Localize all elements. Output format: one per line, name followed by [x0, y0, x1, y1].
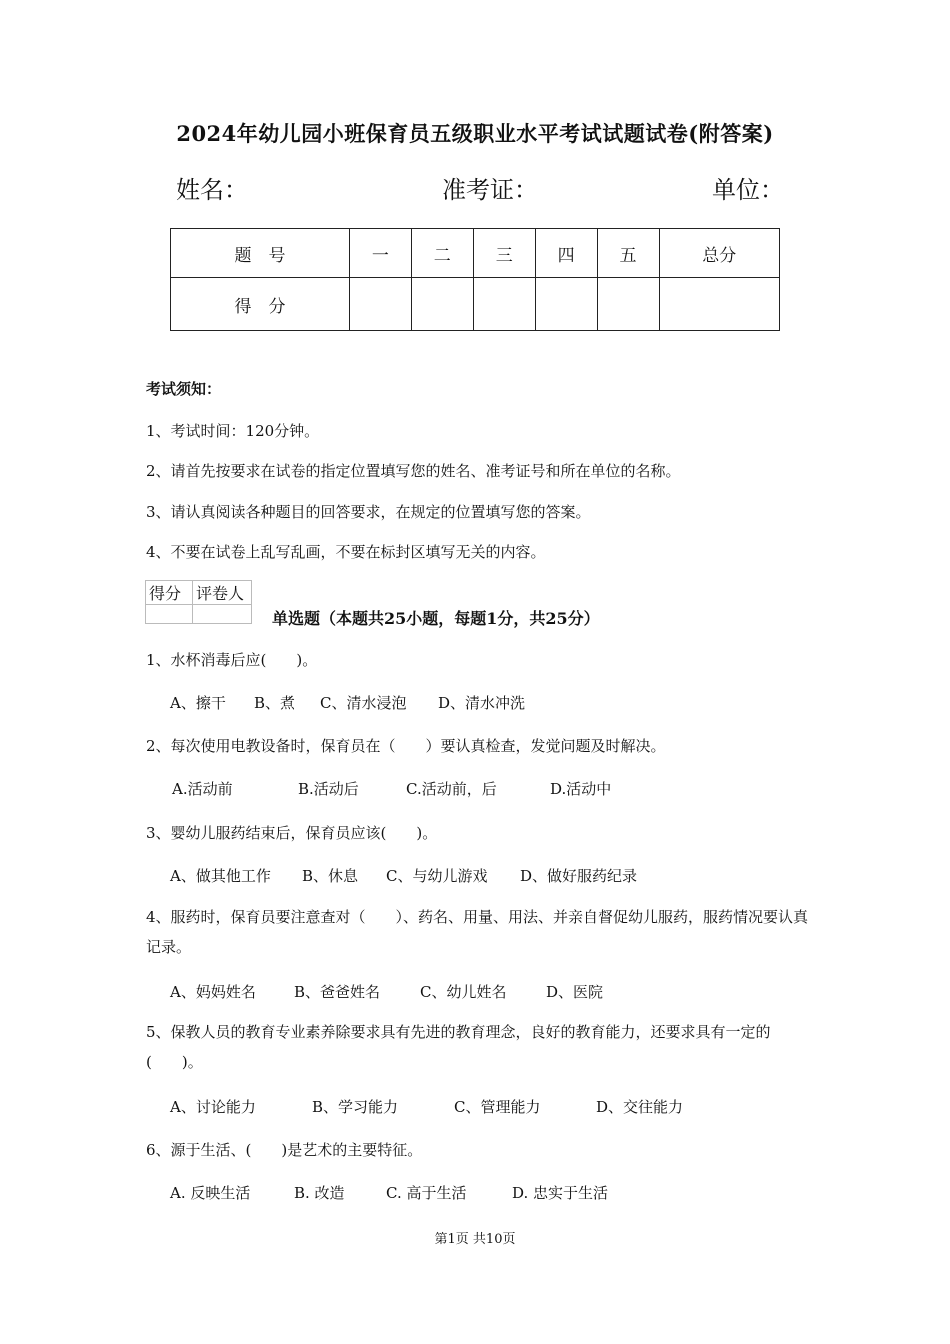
q3-option-d[interactable]: D、做好服药纪录: [520, 867, 638, 885]
exam-number-label: 准考证：: [442, 176, 538, 204]
question-3-stem: 3、婴幼儿服药结束后，保育员应该( )。: [146, 824, 438, 842]
score-header-5: 五: [597, 229, 659, 278]
question-4-stem: 4、服药时，保育员要注意查对（ ）、药名、用量、用法、并亲自督促幼儿服药，服药情况要认真记录。: [146, 908, 809, 956]
q6-option-d[interactable]: D. 忠实于生活: [512, 1184, 609, 1202]
score-header-1: 一: [349, 229, 411, 278]
name-label: 姓名：: [176, 176, 248, 204]
q6-option-c[interactable]: C. 高于生活: [386, 1184, 467, 1202]
q5-option-c[interactable]: C、管理能力: [454, 1098, 541, 1116]
grader-reviewer-cell[interactable]: [193, 605, 252, 624]
q2-option-d[interactable]: D.活动中: [550, 780, 612, 798]
score-header-3: 三: [473, 229, 535, 278]
score-cell-1[interactable]: [349, 278, 411, 331]
q2-option-b[interactable]: B.活动后: [298, 780, 359, 798]
grader-reviewer-label: 评卷人: [193, 581, 252, 605]
q5-option-b[interactable]: B、学习能力: [312, 1098, 399, 1116]
score-cell-4[interactable]: [535, 278, 597, 331]
q6-option-b[interactable]: B. 改造: [294, 1184, 345, 1202]
question-2-options: [172, 778, 611, 799]
section-title: 单选题（本题共25小题，每题1分，共25分）: [272, 609, 600, 628]
score-header-2: 二: [411, 229, 473, 278]
question-1-stem: 1、水杯消毒后应( )。: [146, 651, 318, 669]
notice-title: 考试须知：: [146, 380, 222, 398]
q4-option-b[interactable]: B、爸爸姓名: [294, 983, 381, 1001]
score-value-row: [171, 278, 780, 331]
q1-option-c[interactable]: C、清水浸泡: [320, 694, 407, 712]
q1-option-d[interactable]: D、清水冲洗: [438, 694, 526, 712]
q6-option-a[interactable]: A. 反映生活: [170, 1184, 251, 1202]
score-cell-total[interactable]: [659, 278, 779, 331]
score-header-total: 总分: [659, 229, 779, 278]
question-4-options: [170, 981, 603, 1002]
q1-option-a[interactable]: A、擦干: [170, 694, 226, 712]
question-1-options: [170, 692, 525, 713]
q1-option-b[interactable]: B、煮: [254, 694, 296, 712]
q3-option-a[interactable]: A、做其他工作: [170, 867, 271, 885]
grader-score-cell[interactable]: [146, 605, 193, 624]
score-table: [170, 228, 780, 331]
score-cell-5[interactable]: [597, 278, 659, 331]
score-header-label: 题 号: [171, 229, 350, 278]
score-cell-3[interactable]: [473, 278, 535, 331]
notice-item-1: 1、考试时间：120分钟。: [146, 422, 320, 440]
q2-option-a[interactable]: A.活动前: [172, 780, 233, 798]
notice-item-2: 2、请首先按要求在试卷的指定位置填写您的姓名、准考证号和所在单位的名称。: [146, 462, 681, 480]
q3-option-b[interactable]: B、休息: [302, 867, 359, 885]
question-3-options: [170, 865, 637, 886]
score-header-4: 四: [535, 229, 597, 278]
q5-option-d[interactable]: D、交往能力: [596, 1098, 684, 1116]
notice-item-4: 4、不要在试卷上乱写乱画，不要在标封区填写无关的内容。: [146, 543, 546, 561]
question-5-options: [170, 1096, 683, 1117]
grader-score-label: 得分: [146, 581, 193, 605]
question-2-stem: 2、每次使用电教设备时，保育员在（ ）要认真检查，发觉问题及时解决。: [146, 737, 666, 755]
exam-title: 2024年幼儿园小班保育员五级职业水平考试试题试卷(附答案): [176, 121, 774, 146]
question-5-stem: 5、保教人员的教育专业素养除要求具有先进的教育理念，良好的教育能力，还要求具有一定的( )。: [146, 1023, 771, 1071]
grader-table: [145, 580, 252, 624]
score-header-row: [171, 229, 780, 278]
question-6-options: [170, 1182, 608, 1203]
score-row-label: 得 分: [171, 278, 350, 331]
question-6-stem: 6、源于生活、( )是艺术的主要特征。: [146, 1141, 423, 1159]
page-footer: 第1页 共10页: [434, 1232, 516, 1247]
q4-option-a[interactable]: A、妈妈姓名: [170, 983, 256, 1001]
notice-item-3: 3、请认真阅读各种题目的回答要求，在规定的位置填写您的答案。: [146, 503, 591, 521]
q5-option-a[interactable]: A、讨论能力: [170, 1098, 256, 1116]
q4-option-c[interactable]: C、幼儿姓名: [420, 983, 507, 1001]
score-cell-2[interactable]: [411, 278, 473, 331]
q3-option-c[interactable]: C、与幼儿游戏: [386, 867, 488, 885]
q4-option-d[interactable]: D、医院: [546, 983, 604, 1001]
unit-label: 单位：: [712, 176, 784, 204]
q2-option-c[interactable]: C.活动前，后: [406, 780, 497, 798]
